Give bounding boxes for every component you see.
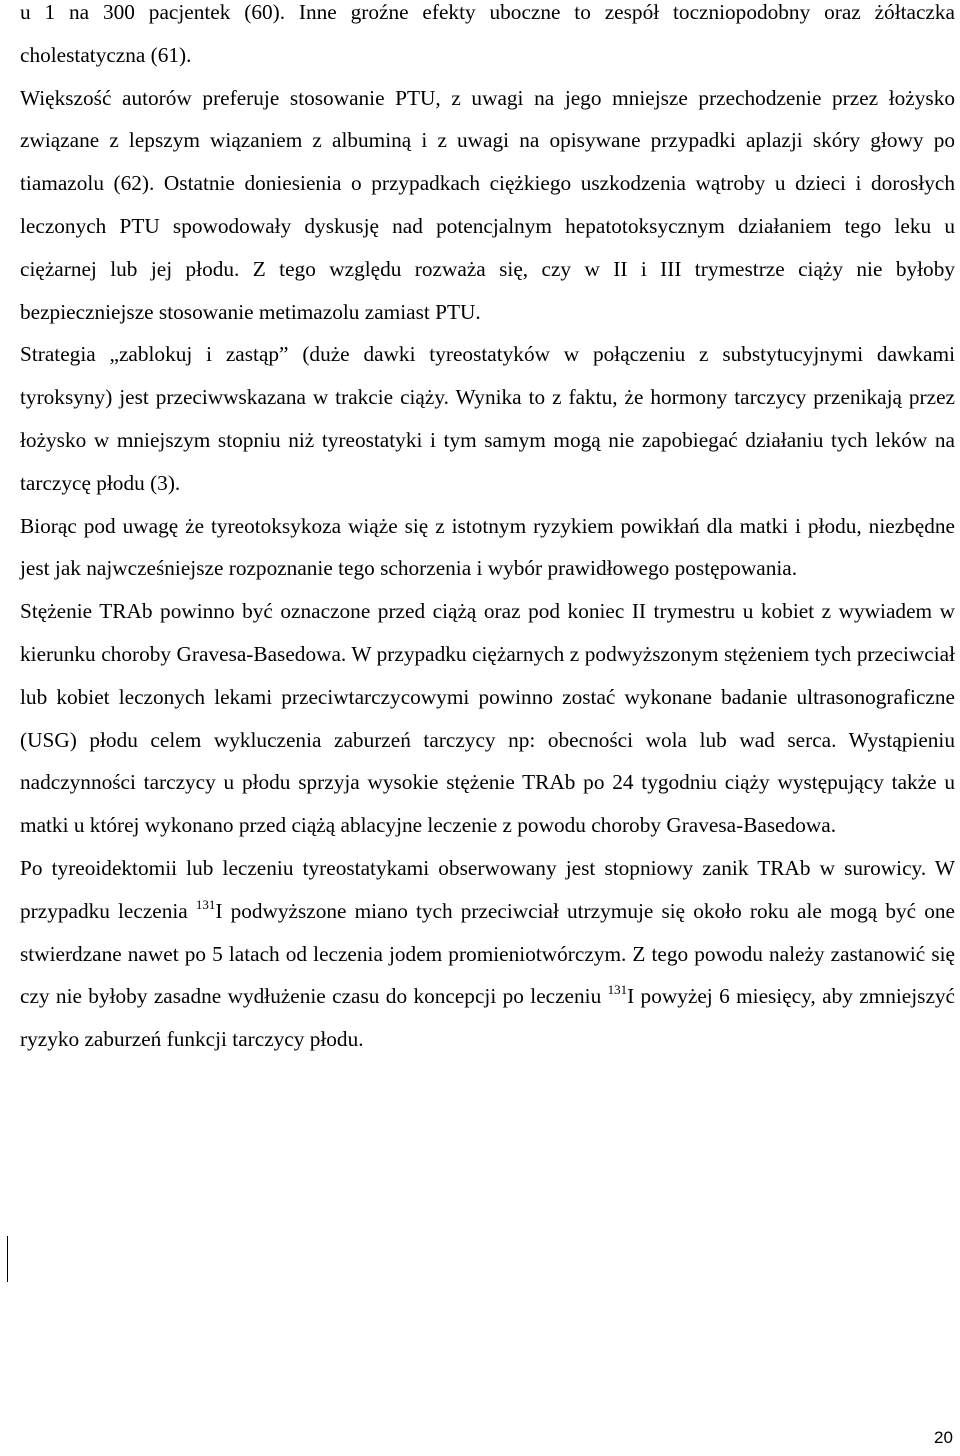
isotope-superscript: 131 bbox=[607, 982, 628, 998]
text-run: I powyżej 6 miesięcy, aby zmniejszyć ryzyko zaburzeń funkcji tarczycy płodu. bbox=[20, 984, 955, 1052]
paragraph: Biorąc pod uwagę że tyreotoksykoza wiąże się z istotnym ryzykiem powikłań dla matki i płodu, niezbędne jest jak najwcześniejsze rozpoznanie tego schorzenia i wybór prawidłowego postępowania. bbox=[20, 513, 955, 581]
paragraph: Większość autorów preferuje stosowanie PTU, z uwagi na jego mniejsze przechodzenie przez łożysko związane z lepszym wiązaniem z albuminą i z uwagi na opisywane przypadki aplazji skóry głowy po tiamazolu (62). Ostatnie doniesienia o przypadkach ciężkiego uszkodzenia wątroby u dzieci i dorosłych leczonych PTU spowodowały dyskusję nad potencjalnym hepatotoksycznym działaniem tego leku u ciężarnej lub jej płodu. Z tego względu rozważa się, czy w II i III trymestrze ciąży nie byłoby bezpieczniejsze stosowanie metimazolu zamiast PTU. bbox=[20, 85, 955, 324]
paragraph: u 1 na 300 pacjentek (60). Inne groźne efekty uboczne to zespół toczniopodobny oraz żółtaczka cholestatyczna (61). bbox=[20, 0, 955, 67]
text-run: Po tyreoidektomii lub leczeniu tyreostatykami obserwowany jest stopniowy zanik TRAb w surowicy. W przypadku leczenia bbox=[20, 855, 955, 923]
paragraph: Stężenie TRAb powinno być oznaczone przed ciążą oraz pod koniec II trymestru u kobiet z wywiadem w kierunku choroby Gravesa-Basedowa. W przypadku ciężarnych z podwyższonym stężeniem tych przeciwciał lub kobiet leczonych lekami przeciwtarczycowymi powinno zostać wykonane badanie ultrasonograficzne (USG) płodu celem wykluczenia zaburzeń tarczycy np: obecności wola lub wad serca. Wystąpieniu nadczynności tarczycy u płodu sprzyja wysokie stężenie TRAb po 24 tygodniu ciąży występujący także u matki u której wykonano przed ciążą ablacyjne leczenie z powodu choroby Gravesa-Basedowa. bbox=[20, 599, 955, 838]
page-number: 20 bbox=[934, 1428, 953, 1447]
paragraph bbox=[20, 847, 955, 1061]
isotope-superscript: 131 bbox=[195, 896, 216, 912]
revision-change-bar bbox=[7, 1236, 8, 1282]
paragraph: Strategia „zablokuj i zastąp” (duże dawki tyreostatyków w połączeniu z substytucyjnymi dawkami tyroksyny) jest przeciwwskazana w trakcie ciąży. Wynika to z faktu, że hormony tarczycy przenikają przez łożysko w mniejszym stopniu niż tyreostatyki i tym samym mogą nie zapobiegać działaniu tych leków na tarczycę płodu (3). bbox=[20, 342, 955, 495]
text-run: I podwyższone miano tych przeciwciał utrzymuje się około roku ale mogą być one stwierdzane nawet po 5 latach od leczenia jodem promieniotwórczym. Z tego powodu należy zastanowić się czy nie byłoby zasadne wydłużenie czasu do koncepcji po leczeniu bbox=[20, 898, 955, 1009]
body-text bbox=[20, 0, 955, 1061]
